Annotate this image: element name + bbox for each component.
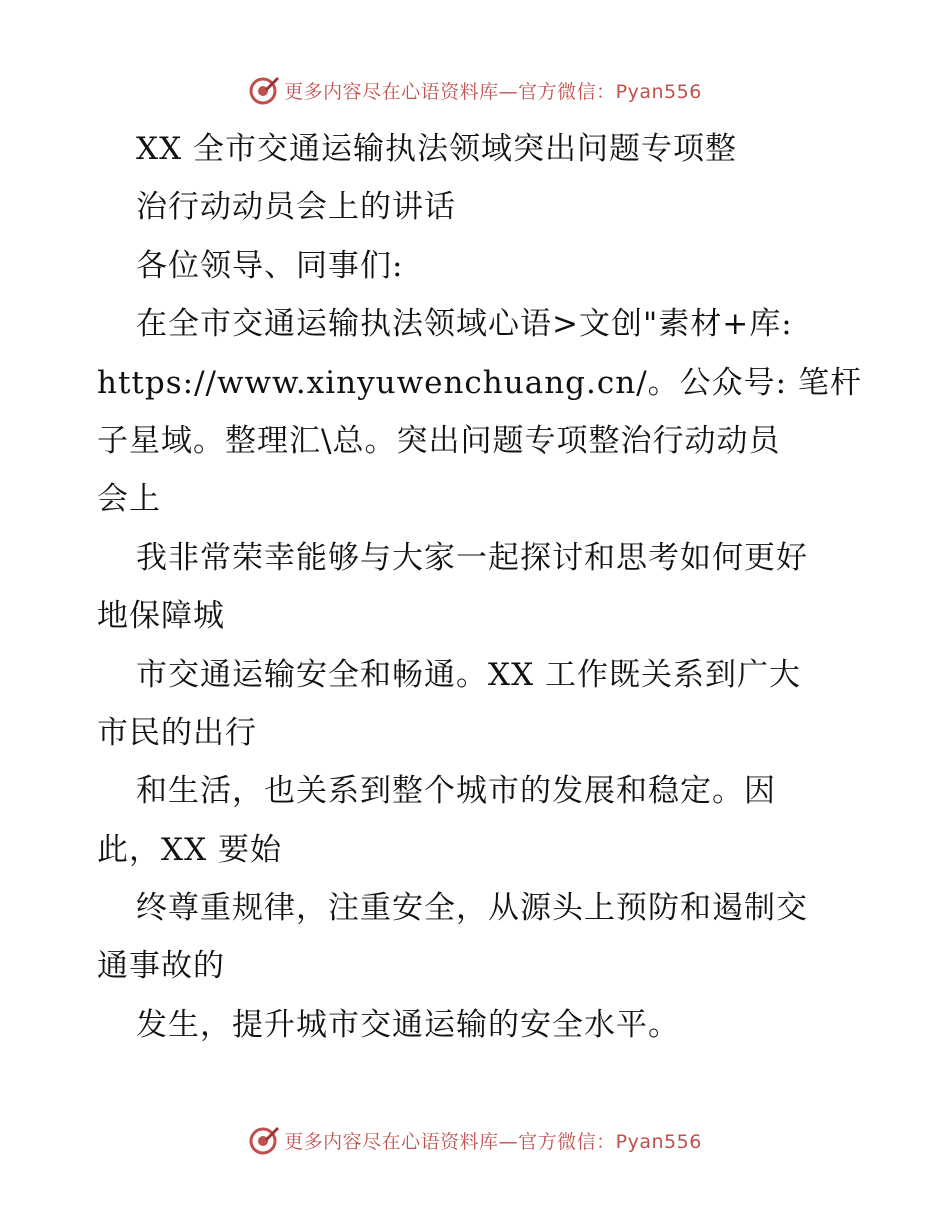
document-body	[97, 120, 862, 1054]
header-watermark	[0, 70, 950, 110]
paragraph-line: 在全市交通运输执法领域心语>文创"素材+库:	[136, 306, 793, 343]
paragraph-line: 地保障城	[97, 598, 225, 635]
paragraph-line: 发生，提升城市交通运输的安全水平。	[136, 1006, 680, 1043]
footer-watermark	[0, 1120, 950, 1160]
paragraph-line: 和生活，也关系到整个城市的发展和稳定。因	[136, 773, 776, 810]
paragraph-line: https://www.xinyuwenchuang.cn/。公众号: 笔杆	[97, 364, 862, 401]
paragraph-line: 市交通运输安全和畅通。XX 工作既关系到广大	[136, 656, 801, 693]
salutation: 各位领导、同事们:	[136, 247, 404, 284]
title-line-2: 治行动动员会上的讲话	[136, 189, 456, 226]
watermark-text: 更多内容尽在心语资料库—官方微信：Pyan556	[284, 1130, 702, 1153]
paragraph-line: 会上	[97, 481, 161, 518]
pen-logo-icon	[248, 1124, 280, 1156]
pen-logo-icon	[248, 74, 280, 106]
paragraph-line: 终尊重规律，注重安全，从源头上预防和遏制交	[136, 890, 808, 927]
paragraph-line: 市民的出行	[97, 714, 257, 751]
paragraph-line: 此，XX 要始	[97, 831, 282, 868]
paragraph-line: 我非常荣幸能够与大家一起探讨和思考如何更好	[136, 539, 808, 576]
paragraph-line: 通事故的	[97, 948, 225, 985]
watermark-text: 更多内容尽在心语资料库—官方微信：Pyan556	[284, 80, 702, 103]
title-line-1: XX 全市交通运输执法领域突出问题专项整	[136, 131, 737, 167]
paragraph-line: 子星域。整理汇\总。突出问题专项整治行动动员	[97, 422, 781, 459]
